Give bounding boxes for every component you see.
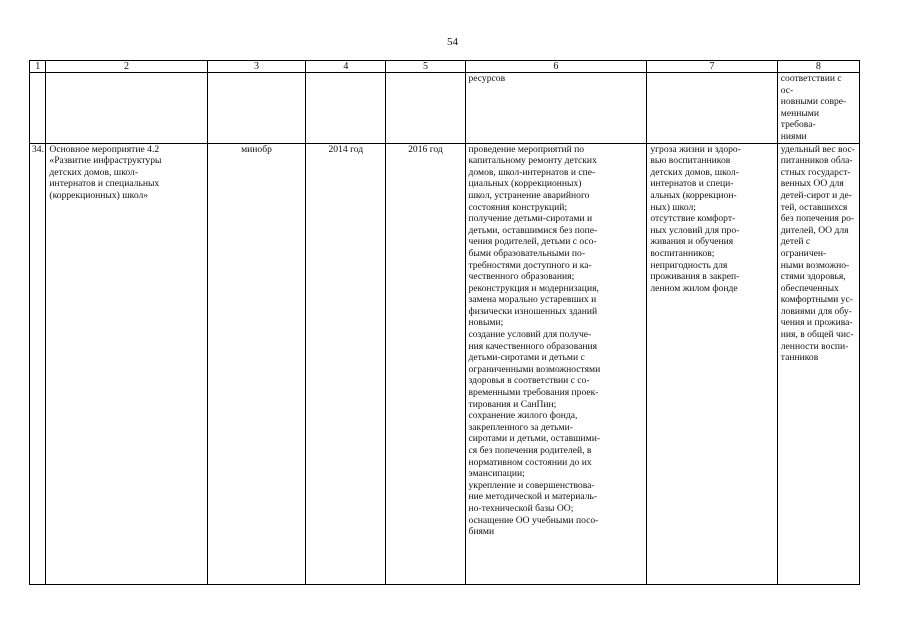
cell-empty [46, 73, 207, 144]
column-number: 5 [386, 61, 465, 73]
column-number: 8 [777, 61, 859, 73]
cell-empty [207, 73, 306, 144]
page-number: 54 [447, 36, 458, 48]
column-number-row [30, 61, 860, 73]
cell-empty [30, 73, 46, 144]
cell-empty [647, 73, 777, 144]
end-year-cell: 2016 год [386, 143, 465, 584]
measure-name-cell: Основное мероприятие 4.2 «Развитие инфраструктуры детских домов, школ- интернатов и специальных (коррекционных) школ» [46, 143, 207, 584]
column-number: 1 [30, 61, 46, 73]
continuation-results-cell: ресурсов [465, 73, 647, 144]
cell-empty [306, 73, 386, 144]
column-number: 4 [306, 61, 386, 73]
risks-cell: угроза жизни и здоро- вью воспитанников детских домов, школ- интернатов и специ- альных (коррекцион- ных) школ; отсутствие комфорт- ных условий для про- живания и обучения воспитанников; непригодность для проживания в закреп- ленном жилом фонде [647, 143, 777, 584]
start-year-cell: 2014 год [306, 143, 386, 584]
column-number: 6 [465, 61, 647, 73]
measures-table [29, 60, 860, 585]
executor-cell: минобр [207, 143, 306, 584]
cell-empty [386, 73, 465, 144]
continuation-indicators-cell: соответствии с ос- новными совре- менными требова- ниями [777, 73, 859, 144]
table-row [30, 143, 860, 584]
column-number: 3 [207, 61, 306, 73]
row-number-cell: 34. [30, 143, 46, 584]
column-number: 7 [647, 61, 777, 73]
column-number: 2 [46, 61, 207, 73]
continuation-row [30, 73, 860, 144]
expected-results-cell: проведение мероприятий по капитальному ремонту детских домов, школ-интернатов и спе- циальных (коррекционных) школ, устранение аварийного состояния конструкций; получение детьми-сиротами и детьми, оставшимися без попе- чения родителей, детьми с осо- быми образовательными по- требностями доступного и ка- чественного образования; реконструкция и модернизация, замена морально устаревших и физически изношенных зданий новыми; создание условий для получе- ния качественного образования детьми-сиротами и детьми с ограниченными возможностями здоровья в соответствии с со- временными требования проек- тирования и СанПин; сохранение жилого фонда, закрепленного за детьми- сиротами и детьми, оставшими- ся без попечения родителей, в нормативном состоянии до их эмансипации; укрепление и совершенствова- ние методической и материаль- но-технической базы ОО; оснащение ОО учебными посо- биями [465, 143, 647, 584]
indicators-cell: удельный вес вос- питанников обла- стных государст- венных ОО для детей-сирот и де- тей, оставшихся без попечения ро- дителей, ОО для детей с ограничен- ными возможно- стями здоровья, обеспеченных комфортными ус- ловиями для обу- чения и прожива- ния, в общей чис- ленности воспи- танников [777, 143, 859, 584]
